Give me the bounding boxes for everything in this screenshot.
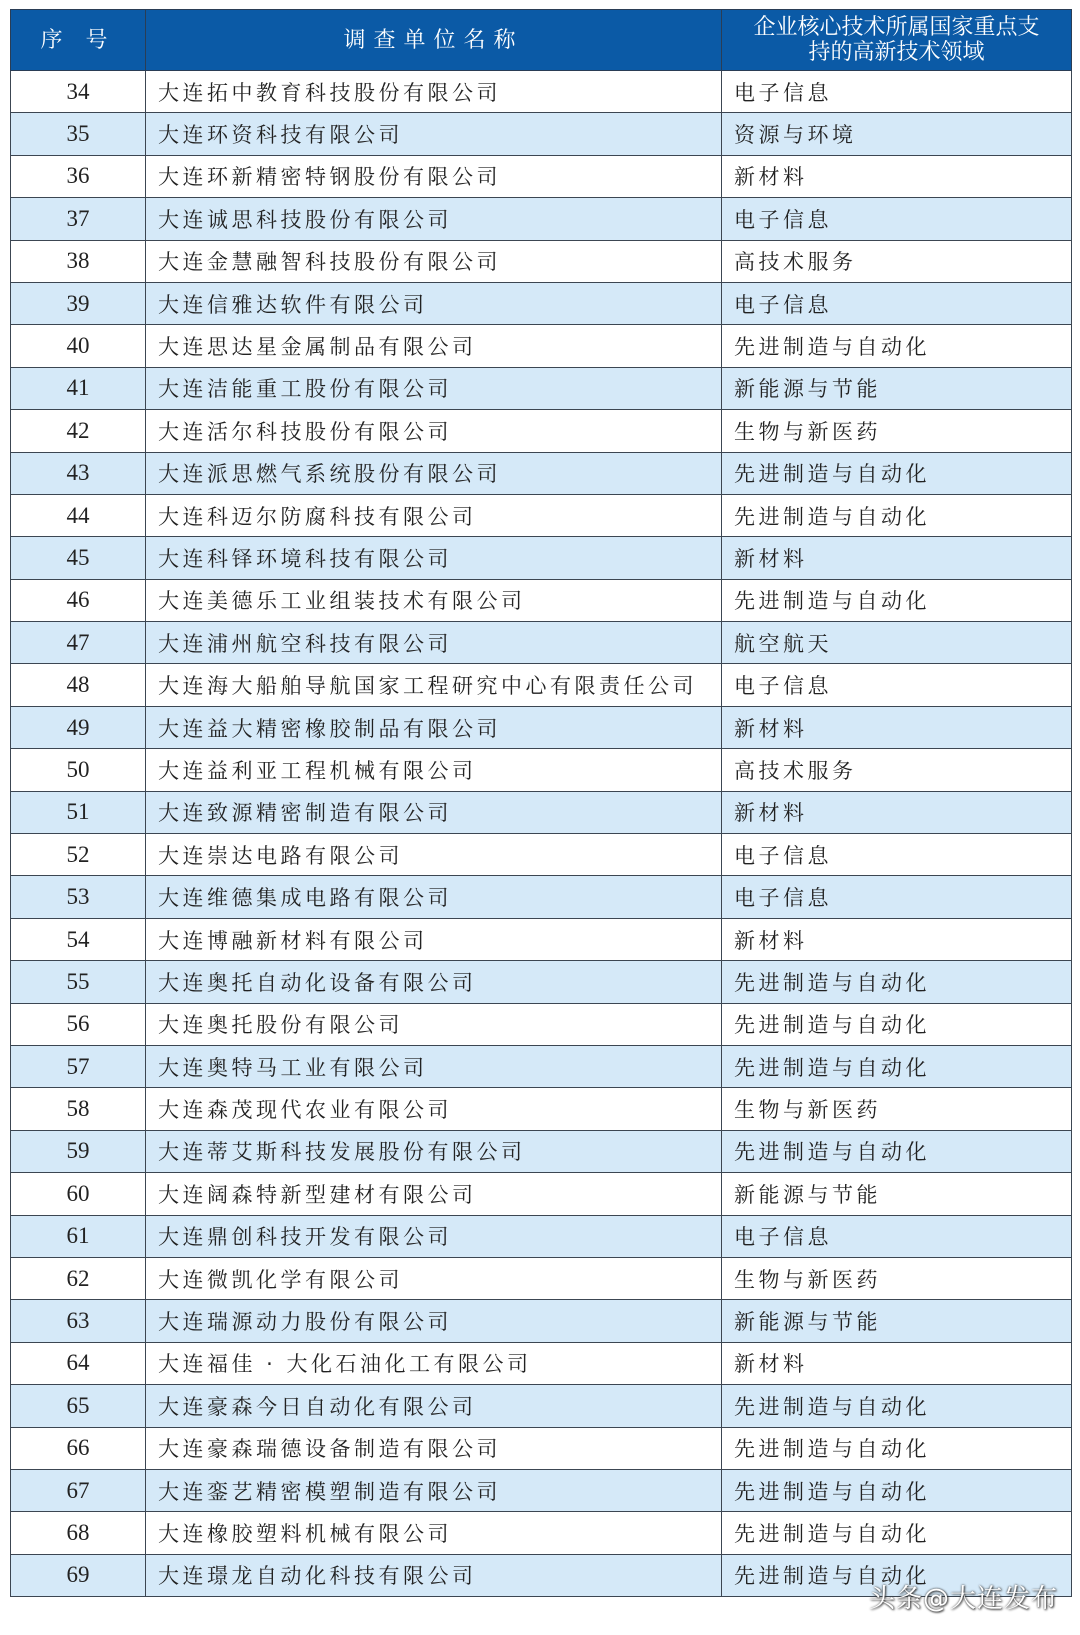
tech-field: 先进制造与自动化 — [722, 1512, 1072, 1554]
company-name: 大连博融新材料有限公司 — [146, 918, 722, 960]
tech-field: 电子信息 — [722, 876, 1072, 918]
header-index: 序 号 — [11, 10, 146, 71]
row-index: 60 — [11, 1173, 146, 1215]
row-index: 40 — [11, 325, 146, 367]
table-row — [11, 452, 1072, 494]
tech-field: 新材料 — [722, 1342, 1072, 1384]
company-name: 大连奥托自动化设备有限公司 — [146, 961, 722, 1003]
row-index: 35 — [11, 113, 146, 155]
company-name: 大连科迈尔防腐科技有限公司 — [146, 494, 722, 536]
tech-field: 新能源与节能 — [722, 1173, 1072, 1215]
table-row — [11, 1512, 1072, 1554]
tech-field: 新材料 — [722, 918, 1072, 960]
company-name: 大连崇达电路有限公司 — [146, 834, 722, 876]
tech-field: 先进制造与自动化 — [722, 452, 1072, 494]
row-index: 38 — [11, 240, 146, 282]
company-name: 大连思达星金属制品有限公司 — [146, 325, 722, 367]
table-row — [11, 1257, 1072, 1299]
row-index: 63 — [11, 1300, 146, 1342]
row-index: 43 — [11, 452, 146, 494]
table-row — [11, 198, 1072, 240]
company-name: 大连益大精密橡胶制品有限公司 — [146, 706, 722, 748]
row-index: 47 — [11, 622, 146, 664]
table-row — [11, 537, 1072, 579]
header-tech-field — [722, 10, 1072, 71]
tech-field: 电子信息 — [722, 664, 1072, 706]
company-name: 大连森茂现代农业有限公司 — [146, 1088, 722, 1130]
row-index: 34 — [11, 71, 146, 113]
row-index: 68 — [11, 1512, 146, 1554]
company-name: 大连派思燃气系统股份有限公司 — [146, 452, 722, 494]
tech-field: 先进制造与自动化 — [722, 961, 1072, 1003]
company-name: 大连环新精密特钢股份有限公司 — [146, 155, 722, 197]
row-index: 37 — [11, 198, 146, 240]
row-index: 45 — [11, 537, 146, 579]
table-row — [11, 71, 1072, 113]
tech-field: 先进制造与自动化 — [722, 1130, 1072, 1172]
company-name: 大连信雅达软件有限公司 — [146, 282, 722, 324]
tech-field: 航空航天 — [722, 622, 1072, 664]
table-row — [11, 579, 1072, 621]
table-row — [11, 155, 1072, 197]
company-name: 大连銮艺精密模塑制造有限公司 — [146, 1469, 722, 1511]
company-name: 大连致源精密制造有限公司 — [146, 791, 722, 833]
header-company-name: 调查单位名称 — [146, 10, 722, 71]
tech-field: 生物与新医药 — [722, 1257, 1072, 1299]
table-row — [11, 876, 1072, 918]
row-index: 53 — [11, 876, 146, 918]
header-tech-field-text: 企业核心技术所属国家重点支持的高新技术领域 — [753, 15, 1040, 65]
tech-field: 电子信息 — [722, 71, 1072, 113]
row-index: 65 — [11, 1385, 146, 1427]
table-row — [11, 791, 1072, 833]
tech-field: 先进制造与自动化 — [722, 1427, 1072, 1469]
table-row — [11, 834, 1072, 876]
company-name: 大连蒂艾斯科技发展股份有限公司 — [146, 1130, 722, 1172]
tech-field: 先进制造与自动化 — [722, 1003, 1072, 1045]
tech-field: 先进制造与自动化 — [722, 1554, 1072, 1596]
row-index: 56 — [11, 1003, 146, 1045]
table-row — [11, 1215, 1072, 1257]
row-index: 50 — [11, 749, 146, 791]
tech-field: 先进制造与自动化 — [722, 579, 1072, 621]
table-row — [11, 1130, 1072, 1172]
table-row — [11, 282, 1072, 324]
tech-field: 新材料 — [722, 155, 1072, 197]
company-name: 大连科铎环境科技有限公司 — [146, 537, 722, 579]
table-header — [11, 10, 1072, 71]
company-name: 大连奥特马工业有限公司 — [146, 1045, 722, 1087]
company-name: 大连瑞源动力股份有限公司 — [146, 1300, 722, 1342]
table-row — [11, 1088, 1072, 1130]
tech-field: 电子信息 — [722, 1215, 1072, 1257]
row-index: 46 — [11, 579, 146, 621]
row-index: 61 — [11, 1215, 146, 1257]
company-table — [10, 9, 1072, 1597]
table-row — [11, 1173, 1072, 1215]
company-name: 大连维德集成电路有限公司 — [146, 876, 722, 918]
table-row — [11, 961, 1072, 1003]
row-index: 42 — [11, 410, 146, 452]
tech-field: 新材料 — [722, 706, 1072, 748]
table-row — [11, 240, 1072, 282]
row-index: 44 — [11, 494, 146, 536]
tech-field: 新能源与节能 — [722, 1300, 1072, 1342]
tech-field: 电子信息 — [722, 198, 1072, 240]
row-index: 49 — [11, 706, 146, 748]
company-name: 大连环资科技有限公司 — [146, 113, 722, 155]
company-name: 大连美德乐工业组装技术有限公司 — [146, 579, 722, 621]
table-row — [11, 1385, 1072, 1427]
company-name: 大连活尔科技股份有限公司 — [146, 410, 722, 452]
tech-field: 电子信息 — [722, 834, 1072, 876]
row-index: 41 — [11, 367, 146, 409]
row-index: 58 — [11, 1088, 146, 1130]
row-index: 36 — [11, 155, 146, 197]
table-row — [11, 1003, 1072, 1045]
table-row — [11, 494, 1072, 536]
company-name: 大连福佳 · 大化石油化工有限公司 — [146, 1342, 722, 1384]
company-name: 大连浦州航空科技有限公司 — [146, 622, 722, 664]
tech-field: 资源与环境 — [722, 113, 1072, 155]
row-index: 66 — [11, 1427, 146, 1469]
company-name: 大连鼎创科技开发有限公司 — [146, 1215, 722, 1257]
company-name: 大连豪森瑞德设备制造有限公司 — [146, 1427, 722, 1469]
table-row — [11, 622, 1072, 664]
row-index: 67 — [11, 1469, 146, 1511]
table-row — [11, 325, 1072, 367]
company-name: 大连益利亚工程机械有限公司 — [146, 749, 722, 791]
row-index: 51 — [11, 791, 146, 833]
table-row — [11, 1342, 1072, 1384]
table-row — [11, 113, 1072, 155]
table-row — [11, 706, 1072, 748]
tech-field: 新材料 — [722, 791, 1072, 833]
table-row — [11, 1469, 1072, 1511]
tech-field: 新能源与节能 — [722, 367, 1072, 409]
table-row — [11, 410, 1072, 452]
tech-field: 先进制造与自动化 — [722, 1045, 1072, 1087]
table-row — [11, 749, 1072, 791]
company-name: 大连海大船舶导航国家工程研究中心有限责任公司 — [146, 664, 722, 706]
company-name: 大连洁能重工股份有限公司 — [146, 367, 722, 409]
tech-field: 生物与新医药 — [722, 1088, 1072, 1130]
row-index: 57 — [11, 1045, 146, 1087]
tech-field: 先进制造与自动化 — [722, 1469, 1072, 1511]
row-index: 69 — [11, 1554, 146, 1596]
tech-field: 生物与新医药 — [722, 410, 1072, 452]
company-name: 大连橡胶塑料机械有限公司 — [146, 1512, 722, 1554]
table-row — [11, 367, 1072, 409]
tech-field: 高技术服务 — [722, 749, 1072, 791]
company-name: 大连金慧融智科技股份有限公司 — [146, 240, 722, 282]
company-name: 大连诚思科技股份有限公司 — [146, 198, 722, 240]
tech-field: 先进制造与自动化 — [722, 494, 1072, 536]
row-index: 64 — [11, 1342, 146, 1384]
row-index: 59 — [11, 1130, 146, 1172]
table-row — [11, 1045, 1072, 1087]
table-row — [11, 918, 1072, 960]
company-name: 大连拓中教育科技股份有限公司 — [146, 71, 722, 113]
tech-field: 高技术服务 — [722, 240, 1072, 282]
table-row — [11, 1300, 1072, 1342]
table-row — [11, 1427, 1072, 1469]
tech-field: 先进制造与自动化 — [722, 325, 1072, 367]
tech-field: 新材料 — [722, 537, 1072, 579]
company-name: 大连豪森今日自动化有限公司 — [146, 1385, 722, 1427]
company-name: 大连微凯化学有限公司 — [146, 1257, 722, 1299]
company-name: 大连阔森特新型建材有限公司 — [146, 1173, 722, 1215]
row-index: 54 — [11, 918, 146, 960]
tech-field: 电子信息 — [722, 282, 1072, 324]
company-name: 大连璟龙自动化科技有限公司 — [146, 1554, 722, 1596]
row-index: 52 — [11, 834, 146, 876]
company-name: 大连奥托股份有限公司 — [146, 1003, 722, 1045]
row-index: 62 — [11, 1257, 146, 1299]
table-row — [11, 664, 1072, 706]
tech-field: 先进制造与自动化 — [722, 1385, 1072, 1427]
row-index: 48 — [11, 664, 146, 706]
row-index: 39 — [11, 282, 146, 324]
watermark: 头条@大连发布 — [868, 1584, 1058, 1614]
row-index: 55 — [11, 961, 146, 1003]
